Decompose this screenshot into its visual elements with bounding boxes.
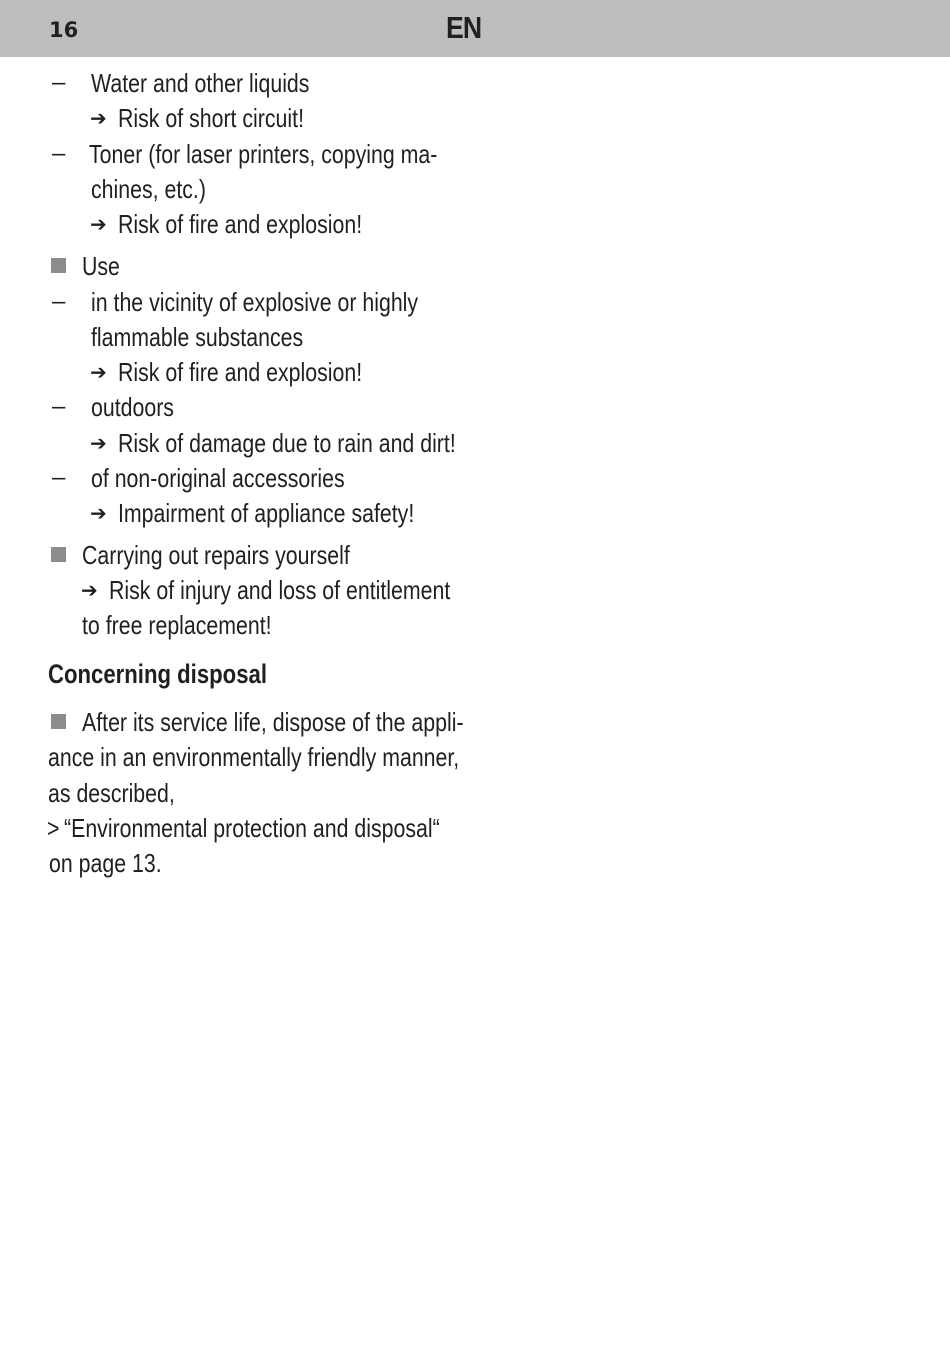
square-bullet-icon	[51, 258, 66, 273]
risk-text: Risk of short circuit!	[118, 103, 304, 133]
language-label: EN	[446, 10, 482, 45]
disposal-text: ance in an environmentally friendly manner,	[48, 742, 460, 772]
risk-text: Risk of fire and explosion!	[118, 357, 363, 387]
cross-reference-marker: >	[47, 813, 60, 843]
risk-text: Risk of fire and explosion!	[118, 209, 363, 239]
dash-marker: –	[52, 464, 66, 491]
list-item-toner: Toner (for laser printers, copying ma-	[89, 139, 438, 169]
cross-reference-link[interactable]: “Environmental protection and disposal“	[64, 813, 440, 843]
risk-text: Impairment of appliance safety!	[118, 498, 415, 528]
list-item-vicinity: in the vicinity of explosive or highly	[91, 287, 419, 317]
risk-text-cont: to free replacement!	[82, 610, 272, 640]
section-heading: Concerning disposal	[48, 659, 267, 689]
arrow-right-icon: ➔	[90, 106, 107, 130]
disposal-text: on page 13.	[49, 848, 162, 878]
dash-marker: –	[52, 393, 66, 420]
list-item-vicinity-cont: flammable substances	[91, 322, 304, 352]
list-item-repairs: Carrying out repairs yourself	[82, 540, 350, 570]
dash-marker: –	[52, 140, 66, 167]
risk-text: Risk of damage due to rain and dirt!	[118, 428, 456, 458]
disposal-text: After its service life, dispose of the appli-	[82, 707, 464, 737]
dash-marker: –	[52, 288, 66, 315]
square-bullet-icon	[51, 547, 66, 562]
disposal-text: as described,	[48, 778, 175, 808]
arrow-right-icon: ➔	[90, 212, 107, 236]
list-item-accessories: of non-original accessories	[91, 463, 345, 493]
list-item-outdoors: outdoors	[91, 392, 174, 422]
risk-text: Risk of injury and loss of entitlement	[109, 575, 451, 605]
arrow-right-icon: ➔	[90, 360, 107, 384]
arrow-right-icon: ➔	[90, 431, 107, 455]
arrow-right-icon: ➔	[81, 578, 98, 602]
arrow-right-icon: ➔	[90, 501, 107, 525]
page-number: 16	[49, 18, 79, 42]
square-bullet-icon	[51, 714, 66, 729]
list-item-water: Water and other liquids	[91, 68, 310, 98]
list-item-toner-cont: chines, etc.)	[91, 174, 206, 204]
list-item-use: Use	[82, 251, 120, 281]
page-header-bar	[0, 0, 950, 57]
dash-marker: –	[52, 69, 66, 96]
